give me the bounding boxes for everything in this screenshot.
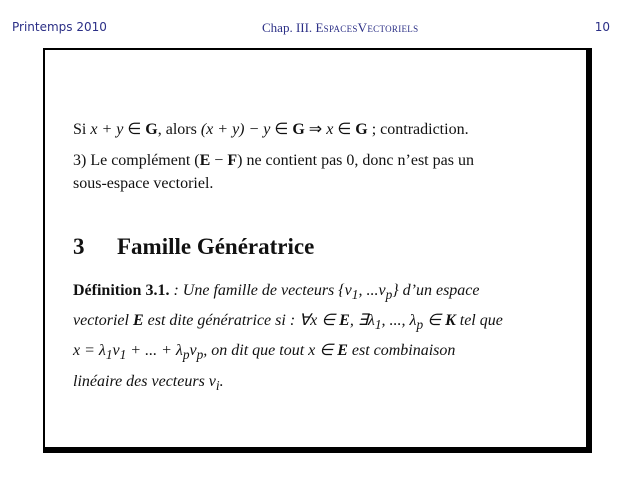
bold-set-E: E [199, 152, 211, 169]
text-run: tel que [455, 312, 503, 330]
text-run: v [112, 342, 120, 360]
bold-set-E: E [339, 312, 350, 330]
slide-content [73, 118, 573, 415]
text-run: , ...v [358, 282, 386, 299]
text-run: , ∃λ [349, 312, 375, 330]
text-run: + ... + λ [126, 342, 183, 360]
subscript: i [215, 377, 220, 393]
text-run: ∈ [270, 121, 293, 138]
header-chapter-prefix: Chap. III. [262, 20, 313, 35]
header-chapter [262, 20, 418, 36]
text-run: est combinaison [347, 342, 456, 360]
header-page-number: 10 [594, 20, 610, 34]
bold-set-E: E [132, 312, 144, 330]
text-run: 3) Le complément ( [73, 152, 200, 169]
bold-set-G: G [355, 121, 368, 138]
text-run: sous-espace vectoriel. [73, 175, 214, 192]
definition-title: Définition 3.1. [73, 282, 170, 299]
text-run: ; contradiction. [367, 121, 469, 138]
section-number: 3 [73, 234, 85, 259]
section-title: Famille Génératrice [117, 234, 315, 259]
subscript: p [416, 317, 424, 333]
subscript: p [182, 347, 190, 363]
text-run: − [210, 152, 228, 169]
subscript: 1 [105, 347, 113, 363]
text-run: linéaire des vecteurs v [73, 372, 216, 390]
definition-block [73, 278, 573, 399]
complement-paragraph [73, 149, 573, 195]
text-run: ∈ [333, 121, 356, 138]
bold-set-E: E [337, 342, 348, 360]
math-run: x [326, 121, 334, 138]
text-run: Si [73, 121, 91, 138]
text-run: ∈ [423, 312, 446, 330]
bold-set-F: F [227, 152, 238, 169]
text-run: x = λ [73, 342, 106, 360]
subscript: 1 [119, 347, 127, 363]
subscript: 1 [374, 317, 382, 333]
text-run: } d’un espace [392, 282, 480, 299]
bold-set-G: G [145, 121, 158, 138]
text-run: est dite génératrice si : ∀x ∈ [143, 312, 340, 330]
text-run: . [219, 372, 224, 390]
text-run: , on dit que tout x ∈ [203, 342, 338, 360]
section-heading [73, 235, 573, 258]
subscript: 1 [351, 287, 359, 303]
text-run: : Une famille de vecteurs {v [169, 282, 352, 299]
bold-set-G: G [292, 121, 305, 138]
text-run: v [189, 342, 197, 360]
text-run: vectoriel [73, 312, 133, 330]
subscript: p [385, 287, 393, 303]
text-run: ) ne contient pas 0, donc n’est pas un [237, 152, 474, 169]
subscript: p [196, 347, 204, 363]
header-chapter-name: EspacesVectoriels [315, 20, 419, 35]
contradiction-line [73, 118, 573, 141]
header-date: Printemps 2010 [12, 20, 107, 34]
math-run: x + y [90, 121, 124, 138]
text-run: , alors [157, 121, 201, 138]
slide-header [0, 16, 638, 36]
text-run: ∈ [123, 121, 146, 138]
bold-set-K: K [445, 312, 456, 330]
math-run: (x + y) − y [200, 121, 271, 138]
text-run: , ..., λ [381, 312, 417, 330]
text-run: ⇒ [304, 121, 327, 138]
